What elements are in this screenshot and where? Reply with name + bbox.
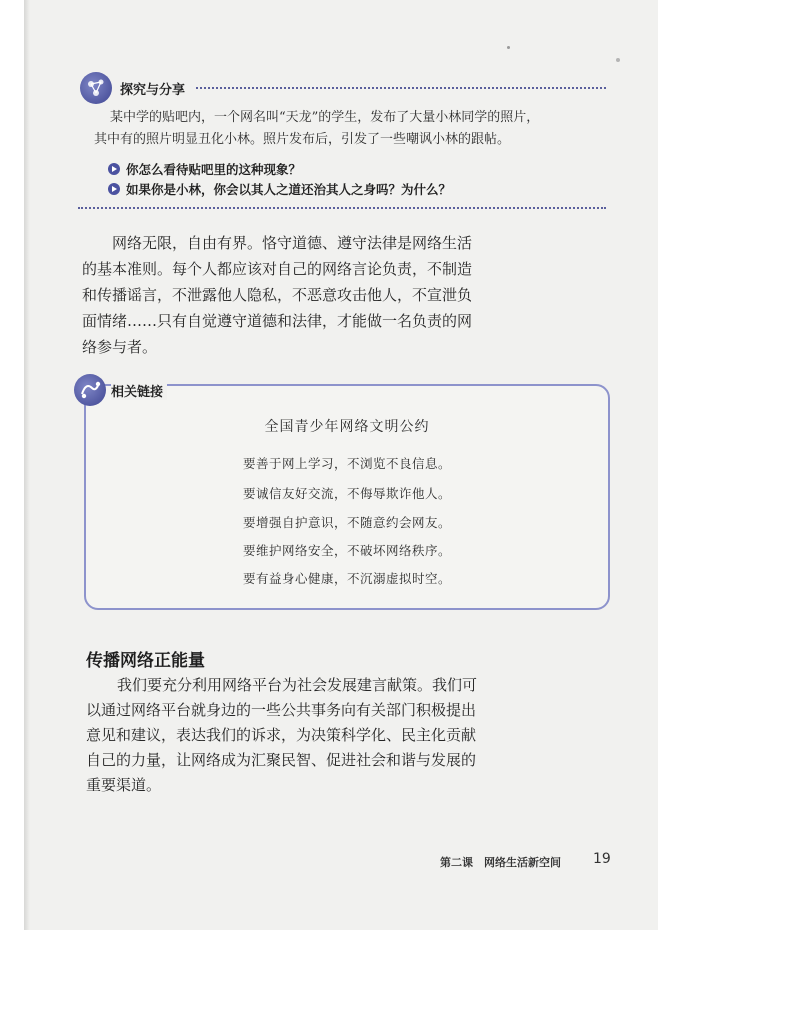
explore-paragraph-line: 某中学的贴吧内，一个网名叫“天龙”的学生，发布了大量小林同学的照片， [110, 110, 540, 125]
convention-item: 要维护网络安全，不破坏网络秩序。 [242, 543, 451, 558]
main-paragraph-line: 面情绪……只有自觉遵守道德和法律，才能做一名负责的网 [82, 312, 473, 330]
explore-question [108, 160, 301, 178]
section-paragraph-line: 重要渠道。 [86, 776, 162, 794]
convention-item: 要增强自护意识，不随意约会网友。 [242, 515, 451, 530]
explore-question [108, 180, 451, 198]
convention-item: 要善于网上学习，不浏览不良信息。 [242, 456, 451, 471]
play-bullet-icon [108, 183, 120, 195]
section-paragraph-line: 意见和建议，表达我们的诉求，为决策科学化、民主化贡献 [86, 726, 477, 744]
explore-divider-bottom [78, 207, 606, 209]
explore-divider-top [196, 87, 606, 89]
convention-title: 全国青少年网络文明公约 [264, 419, 430, 435]
page-number: 19 [593, 851, 611, 867]
explore-share-icon [80, 72, 112, 104]
page-edge-shadow [24, 0, 30, 930]
convention-item: 要有益身心健康，不沉溺虚拟时空。 [242, 571, 451, 586]
scan-speck [507, 46, 510, 49]
play-bullet-icon [108, 163, 120, 175]
explore-question-text: 你怎么看待贴吧里的这种现象？ [126, 162, 302, 177]
related-link-icon [74, 374, 106, 406]
section-paragraph-line: 我们要充分利用网络平台为社会发展建言献策。我们可 [117, 676, 478, 694]
scan-speck [616, 58, 620, 62]
explore-question-text: 如果你是小林，你会以其人之道还治其人之身吗？为什么？ [126, 182, 452, 197]
explore-paragraph-line: 其中有的照片明显丑化小林。照片发布后，引发了一些嘲讽小林的跟帖。 [94, 132, 511, 147]
main-paragraph-line: 的基本准则。每个人都应该对自己的网络言论负责，不制造 [82, 260, 473, 278]
lesson-footer: 第二课 网络生活新空间 [440, 856, 561, 869]
section-paragraph-line: 以通过网络平台就身边的一些公共事务向有关部门积极提出 [86, 701, 477, 719]
convention-item: 要诚信友好交流，不侮辱欺诈他人。 [242, 486, 451, 501]
section-paragraph-line: 自己的力量，让网络成为汇聚民智、促进社会和谐与发展的 [86, 751, 477, 769]
related-link-box [84, 384, 610, 610]
main-paragraph-line: 络参与者。 [82, 338, 158, 356]
section-heading: 传播网络正能量 [86, 651, 205, 671]
main-paragraph-line: 和传播谣言，不泄露他人隐私，不恶意攻击他人，不宣泄负 [82, 286, 473, 304]
main-paragraph-line: 网络无限，自由有界。恪守道德、遵守法律是网络生活 [112, 234, 473, 252]
related-link-title: 相关链接 [111, 381, 167, 400]
explore-share-title: 探究与分享 [120, 83, 186, 98]
